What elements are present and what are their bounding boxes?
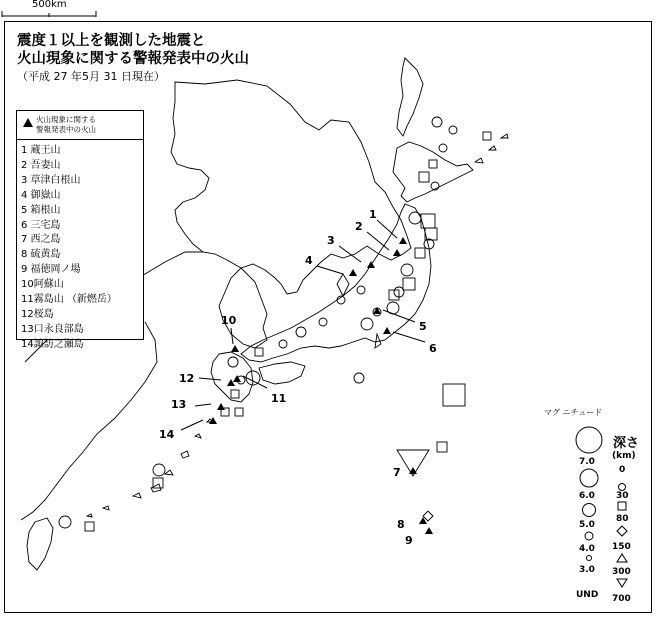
volcano-triangle-icon	[23, 118, 33, 127]
arrow-4	[317, 266, 343, 274]
earthquake-marker	[354, 373, 364, 383]
volcano-marker-1	[399, 237, 407, 244]
map-subtitle: （平成 27 年5月 31 日現在）	[17, 70, 165, 83]
list-item: 6 三宅島	[21, 219, 61, 231]
magnitude-label-7: 7.0	[579, 457, 595, 467]
earthquake-marker	[296, 327, 306, 337]
list-item: 8 硫黄島	[21, 249, 61, 261]
list-item: 12桜島	[21, 308, 54, 320]
map-number-6: 6	[429, 342, 437, 355]
magnitude-symbol-6	[580, 469, 598, 487]
map-number-7: 7	[393, 466, 401, 479]
volcano-legend-header	[17, 111, 143, 140]
volcano-marker-10	[231, 345, 239, 352]
taiwan-coast	[27, 518, 53, 570]
volcano-marker-7	[409, 467, 417, 474]
honshu-coast	[241, 204, 431, 362]
volcano-marker-3	[367, 261, 375, 268]
earthquake-marker	[443, 384, 465, 406]
map-number-5: 5	[419, 320, 427, 333]
map-number-2: 2	[355, 220, 363, 233]
arrow-14	[181, 420, 203, 430]
map-number-13: 13	[171, 398, 187, 411]
earthquake-marker	[429, 160, 437, 168]
map-number-11: 11	[271, 392, 287, 405]
map-number-1: 1	[369, 208, 377, 221]
volcano-marker-13	[217, 403, 225, 410]
magnitude-label-3: 3.0	[579, 565, 595, 575]
earthquake-marker	[449, 126, 457, 134]
map-number-14: 14	[159, 428, 175, 441]
depth-symbol-150	[617, 526, 627, 536]
volcano-legend-box	[16, 110, 144, 350]
earthquake-marker	[419, 172, 429, 182]
depth-label-300: 300	[612, 567, 631, 577]
arrow-5	[383, 310, 415, 322]
list-item: 13口永良部島	[21, 323, 84, 335]
earthquake-marker	[59, 516, 71, 528]
earthquake-marker	[357, 286, 365, 294]
scale-bar-label: 500km	[32, 0, 67, 10]
earthquake-marker	[432, 117, 442, 127]
list-item: 2 吾妻山	[21, 159, 61, 171]
map-number-9: 9	[405, 534, 413, 547]
earthquake-marker	[409, 212, 421, 224]
map-number-10: 10	[221, 314, 237, 327]
volcano-marker-6	[383, 327, 391, 334]
depth-symbol-30	[619, 484, 626, 491]
list-item: 3 草津白根山	[21, 174, 81, 186]
depth-label-0: 0	[619, 465, 626, 475]
map-title-line-2: 火山現象に関する警報発表中の火山	[17, 51, 249, 67]
list-item: 5 箱根山	[21, 204, 61, 216]
earthquake-marker	[403, 278, 415, 290]
magnitude-symbol-3	[587, 556, 592, 561]
earthquake-marker	[255, 348, 263, 356]
arrow-12	[199, 378, 221, 380]
magnitude-symbol-7	[576, 427, 602, 453]
asia-mainland-coast	[171, 80, 411, 294]
volcano-legend-list	[17, 140, 143, 353]
earthquake-marker	[319, 318, 327, 326]
magnitude-symbol-5	[583, 504, 596, 517]
earthquake-marker	[361, 318, 373, 330]
arrow-13	[195, 404, 211, 406]
list-item: 14諏訪之瀬島	[21, 338, 84, 350]
arrow-6	[393, 332, 425, 342]
pointer-arrows	[181, 220, 425, 430]
shikoku-coast	[259, 362, 305, 384]
kuril-islands	[475, 134, 508, 163]
list-item: 1 蔵王山	[21, 145, 61, 156]
list-item: 4 御嶽山	[21, 189, 61, 201]
earthquake-marker	[279, 340, 287, 348]
earthquake-marker	[231, 390, 239, 398]
depth-symbol-300	[617, 554, 627, 562]
volcano-marker-5	[373, 307, 381, 314]
nansei-islands	[87, 419, 213, 517]
depth-label-30: 30	[616, 491, 629, 501]
depth-symbol-80	[618, 502, 626, 510]
list-item: 10阿蘇山	[21, 279, 64, 291]
sakhalin-coast	[397, 58, 423, 136]
earthquake-marker	[439, 144, 447, 152]
volcano-markers	[209, 237, 433, 534]
depth-symbol-700	[617, 579, 627, 587]
earthquake-marker	[228, 357, 238, 367]
magnitude-label-4: 4.0	[579, 544, 595, 554]
map-number-4: 4	[305, 254, 313, 267]
map-number-3: 3	[327, 234, 335, 247]
depth-unit-label: (km)	[612, 451, 636, 461]
earthquake-marker	[483, 132, 491, 140]
depth-label-700: 700	[612, 594, 631, 604]
arrow-3	[339, 246, 361, 262]
volcano-marker-12	[227, 379, 235, 386]
map-title-line-1: 震度１以上を観測した地震と	[17, 33, 206, 49]
magnitude-symbol-4	[585, 532, 593, 540]
depth-label-150: 150	[612, 542, 631, 552]
volcano-marker-2	[393, 249, 401, 256]
earthquake-marker	[423, 511, 433, 521]
magnitude-und-label: UND	[576, 590, 599, 600]
magnitude-legend-title: マグ ニチュード	[544, 408, 603, 417]
earthquake-marker	[235, 408, 243, 416]
scale-bar	[0, 0, 110, 20]
volcano-legend-header-line-1: 火山現象に関する	[36, 115, 96, 124]
volcano-marker-4	[349, 269, 357, 276]
arrow-2	[367, 232, 389, 250]
earthquake-marker	[401, 264, 413, 276]
magnitude-label-6: 6.0	[579, 491, 595, 501]
map-frame	[4, 21, 652, 613]
earthquake-marker	[153, 464, 165, 476]
earthquake-marker	[85, 522, 94, 531]
depth-legend-title: 深さ	[613, 436, 640, 451]
list-item: 11霧島山 （新燃岳）	[21, 294, 117, 306]
arrow-11	[243, 376, 267, 388]
list-item: 7 西之島	[21, 234, 61, 246]
depth-label-80: 80	[616, 514, 629, 524]
magnitude-legend-labels	[576, 457, 598, 600]
korea-coast	[219, 268, 267, 348]
list-item: 9 福徳岡ノ場	[21, 264, 81, 276]
hokkaido-coast	[393, 142, 473, 202]
kyushu-coast	[211, 352, 253, 402]
map-number-12: 12	[179, 372, 195, 385]
magnitude-label-5: 5.0	[579, 520, 595, 530]
volcano-marker-14	[209, 417, 217, 424]
earthquake-marker	[415, 248, 425, 258]
earthquake-marker	[437, 442, 447, 452]
volcano-marker-8	[419, 517, 427, 524]
volcano-legend-header-line-2: 警報発表中の火山	[36, 125, 96, 134]
map-number-8: 8	[397, 518, 405, 531]
volcano-marker-9	[425, 527, 433, 534]
